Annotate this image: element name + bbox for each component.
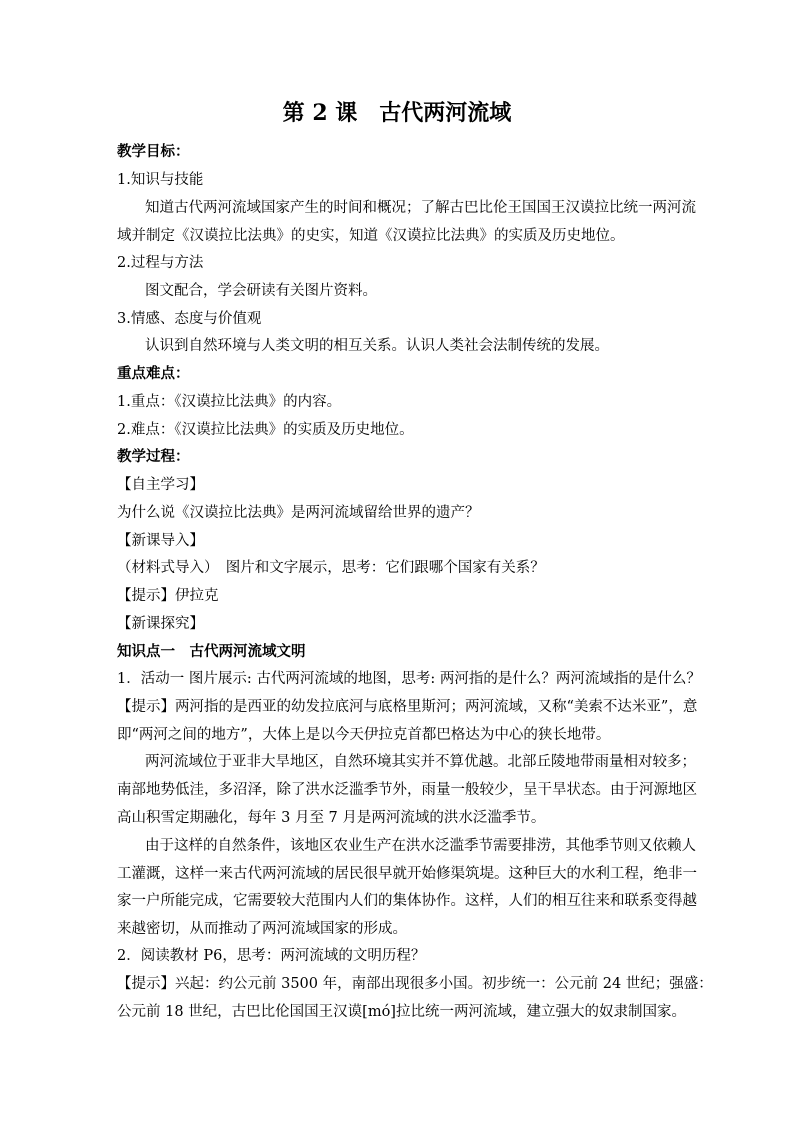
text-line: 由于这样的自然条件，该地区农业生产在洪水泛滥季节需要排涝，其他季节则又依赖人 xyxy=(145,838,696,854)
text-line: 来越密切，从而推动了两河流域国家的形成。 xyxy=(117,921,407,937)
section-heading: 知识点一 古代两河流域文明 xyxy=(117,643,306,660)
text-line: 家一户所能完成，它需要较大范围内人们的集体协作。这样，人们的相互往来和联系变得越 xyxy=(117,893,697,909)
text-line: （材料式导入） 图片和文字展示，思考：它们跟哪个国家有关系？ xyxy=(117,560,545,576)
text-line: 1.知识与技能 xyxy=(117,172,204,188)
text-line: 【自主学习】 xyxy=(117,477,204,493)
text-line: 【新课导入】 xyxy=(117,533,204,549)
text-line: 【提示】伊拉克 xyxy=(117,588,219,604)
text-line: 高山积雪定期融化，每年 3 月至 7 月是两河流域的洪水泛滥季节。 xyxy=(117,810,546,826)
text-line: 1．活动一 图片展示: 古代两河流域的地图，思考: 两河指的是什么？两河流域指的是什么？ xyxy=(117,671,701,687)
text-line: 两河流域位于亚非大旱地区，自然环境其实并不算优越。北部丘陵地带雨量相对较多； xyxy=(145,754,696,770)
text-line: 图文配合，学会研读有关图片资料。 xyxy=(145,283,377,299)
text-line: 为什么说《汉谟拉比法典》是两河流域留给世界的遗产？ xyxy=(117,505,480,521)
text-line: 认识到自然环境与人类文明的相互关系。认识人类社会法制传统的发展。 xyxy=(145,338,609,354)
page-title: 第 2 课 古代两河流域 xyxy=(282,100,512,126)
section-heading: 教学过程： xyxy=(117,448,190,465)
text-line: 2．阅读教材 P6，思考：两河流域的文明历程？ xyxy=(117,948,426,964)
text-line: 3.情感、态度与价值观 xyxy=(117,311,262,327)
text-line: 公元前 18 世纪，古巴比伦国国王汉谟[mó]拉比统一两河流域，建立强大的奴隶制国家。 xyxy=(117,1004,686,1020)
text-line: 即“两河之间的地方”，大体上是以今天伊拉克首都巴格达为中心的狭长地带。 xyxy=(117,727,611,743)
text-line: 工灌溉，这样一来古代两河流域的居民很早就开始修渠筑堤。这种巨大的水利工程，绝非一 xyxy=(117,866,697,882)
text-line: 1.重点：《汉谟拉比法典》的内容。 xyxy=(117,394,342,410)
text-line: 【提示】兴起：约公元前 3500 年，南部出现很多小国。初步统一：公元前 24 世纪；强盛： xyxy=(117,976,713,992)
text-line: 域并制定《汉谟拉比法典》的史实，知道《汉谟拉比法典》的实质及历史地位。 xyxy=(117,228,625,244)
section-heading: 重点难点： xyxy=(117,365,190,382)
text-line: 知道古代两河流域国家产生的时间和概况；了解古巴比伦王国国王汉谟拉比统一两河流 xyxy=(145,200,696,216)
text-line: 南部地势低洼，多沼泽，除了洪水泛滥季节外，雨量一般较少，呈干旱状态。由于河源地区 xyxy=(117,782,697,798)
text-line: 【提示】两河指的是西亚的幼发拉底河与底格里斯河；两河流域，又称“美索不达米亚”，意 xyxy=(117,699,698,715)
text-line: 2.难点：《汉谟拉比法典》的实质及历史地位。 xyxy=(117,422,414,438)
text-line: 【新课探究】 xyxy=(117,616,204,632)
text-line: 2.过程与方法 xyxy=(117,255,204,271)
section-heading: 教学目标： xyxy=(117,143,190,160)
